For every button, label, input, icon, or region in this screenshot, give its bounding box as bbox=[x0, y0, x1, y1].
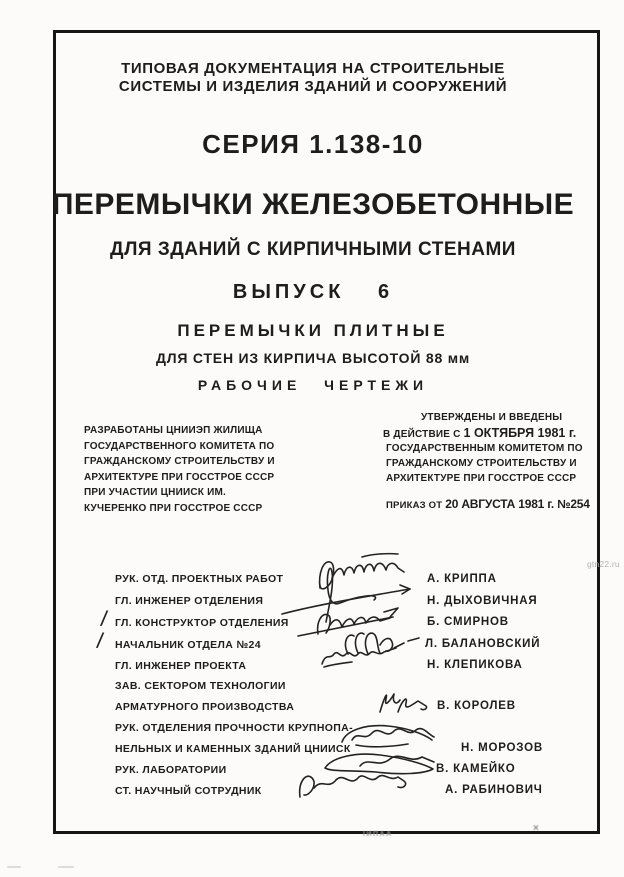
signatory-title: РУК. ЛАБОРАТОРИИ bbox=[115, 764, 227, 776]
signatory-title: РУК. ОТД. ПРОЕКТНЫХ РАБОТ bbox=[115, 573, 284, 585]
signatory-title: ГЛ. ИНЖЕНЕР ПРОЕКТА bbox=[115, 660, 247, 672]
developed-line: ПРИ УЧАСТИИ ЦНИИСК ИМ. bbox=[84, 487, 226, 499]
signatory-name: Б. СМИРНОВ bbox=[427, 616, 509, 628]
faint-border-mark: × bbox=[533, 823, 539, 834]
section-subtitle: ДЛЯ СТЕН ИЗ КИРПИЧА ВЫСОТОЙ 88 мм bbox=[155, 350, 471, 366]
developed-line: ГРАЖДАНСКОМУ СТРОИТЕЛЬСТВУ И bbox=[84, 456, 275, 468]
signatory-title: ЗАВ. СЕКТОРОМ ТЕХНОЛОГИИ bbox=[115, 680, 286, 692]
scan-smudge bbox=[7, 866, 21, 868]
signatory-name: В. КАМЕЙКО bbox=[436, 763, 516, 775]
developed-by-block bbox=[84, 425, 275, 514]
approved-line-2-prefix: В ДЕЙСТВИЕ С bbox=[383, 429, 461, 440]
approved-line-1: УТВЕРЖДЕНЫ И ВВЕДЕНЫ bbox=[421, 412, 563, 423]
issue-heading: ВЫПУСК 6 bbox=[232, 281, 394, 303]
tick-mark: / bbox=[99, 605, 109, 632]
org-line-1: ТИПОВАЯ ДОКУМЕНТАЦИЯ НА СТРОИТЕЛЬНЫЕ bbox=[121, 60, 505, 77]
signatory-title: СТ. НАУЧНЫЙ СОТРУДНИК bbox=[115, 785, 262, 797]
signatory-name: Н. КЛЕПИКОВА bbox=[427, 659, 523, 671]
document-title: ПЕРЕМЫЧКИ ЖЕЛЕЗОБЕТОННЫЕ bbox=[51, 188, 575, 221]
approved-line-5: АРХИТЕКТУРЕ ПРИ ГОССТРОЕ СССР bbox=[386, 473, 577, 484]
order-prefix: ПРИКАЗ ОТ bbox=[386, 500, 443, 511]
faint-stamp-text: ІИПАА bbox=[363, 831, 393, 838]
order-date: 20 АВГУСТА 1981 г. №254 bbox=[445, 497, 590, 511]
signatory-name: Н. ДЫХОВИЧНАЯ bbox=[427, 595, 538, 607]
developed-line: КУЧЕРЕНКО ПРИ ГОССТРОЕ СССР bbox=[84, 502, 263, 514]
document-subtitle: ДЛЯ ЗДАНИЙ С КИРПИЧНЫМИ СТЕНАМИ bbox=[110, 239, 516, 260]
scan-smudge bbox=[58, 866, 74, 868]
doc-type-heading: РАБОЧИЕ ЧЕРТЕЖИ bbox=[197, 377, 429, 393]
signatory-name: А. РАБИНОВИЧ bbox=[445, 784, 543, 796]
signatory-name: Л. БАЛАНОВСКИЙ bbox=[425, 638, 541, 650]
approved-line-3: ГОСУДАРСТВЕННЫМ КОМИТЕТОМ ПО bbox=[386, 443, 583, 454]
approved-line-4: ГРАЖДАНСКОМУ СТРОИТЕЛЬСТВУ И bbox=[386, 458, 577, 469]
approved-line-2 bbox=[383, 426, 576, 440]
developed-line: ГОСУДАРСТВЕННОГО КОМИТЕТА ПО bbox=[84, 440, 275, 452]
series-heading: СЕРИЯ 1.138-10 bbox=[202, 129, 424, 159]
signatory-title: АРМАТУРНОГО ПРОИЗВОДСТВА bbox=[115, 701, 295, 713]
signatory-name: Н. МОРОЗОВ bbox=[461, 742, 543, 754]
signatory-name: А. КРИППА bbox=[427, 573, 497, 585]
effective-date: 1 ОКТЯБРЯ 1981 г. bbox=[463, 426, 577, 440]
signatory-title: ГЛ. КОНСТРУКТОР ОТДЕЛЕНИЯ bbox=[115, 617, 289, 629]
signatory-title: РУК. ОТДЕЛЕНИЯ ПРОЧНОСТИ КРУПНОПА- bbox=[115, 722, 353, 734]
tick-mark: / bbox=[95, 627, 105, 654]
watermark: gtn22.ru bbox=[587, 559, 620, 569]
org-line-2: СИСТЕМЫ И ИЗДЕЛИЯ ЗДАНИЙ И СООРУЖЕНИЙ bbox=[118, 78, 508, 95]
order-line bbox=[386, 497, 590, 511]
signatory-name: В. КОРОЛЕВ bbox=[437, 700, 516, 712]
developed-line: РАЗРАБОТАНЫ ЦНИИЭП ЖИЛИЩА bbox=[84, 425, 263, 436]
signatory-title: НЕЛЬНЫХ И КАМЕННЫХ ЗДАНИЙ ЦНИИСК bbox=[115, 743, 351, 755]
section-heading: ПЕРЕМЫЧКИ ПЛИТНЫЕ bbox=[177, 321, 449, 340]
developed-line: АРХИТЕКТУРЕ ПРИ ГОССТРОЕ СССР bbox=[84, 471, 275, 483]
signatory-title: НАЧАЛЬНИК ОТДЕЛА №24 bbox=[115, 639, 261, 651]
signatory-title: ГЛ. ИНЖЕНЕР ОТДЕЛЕНИЯ bbox=[115, 595, 264, 607]
